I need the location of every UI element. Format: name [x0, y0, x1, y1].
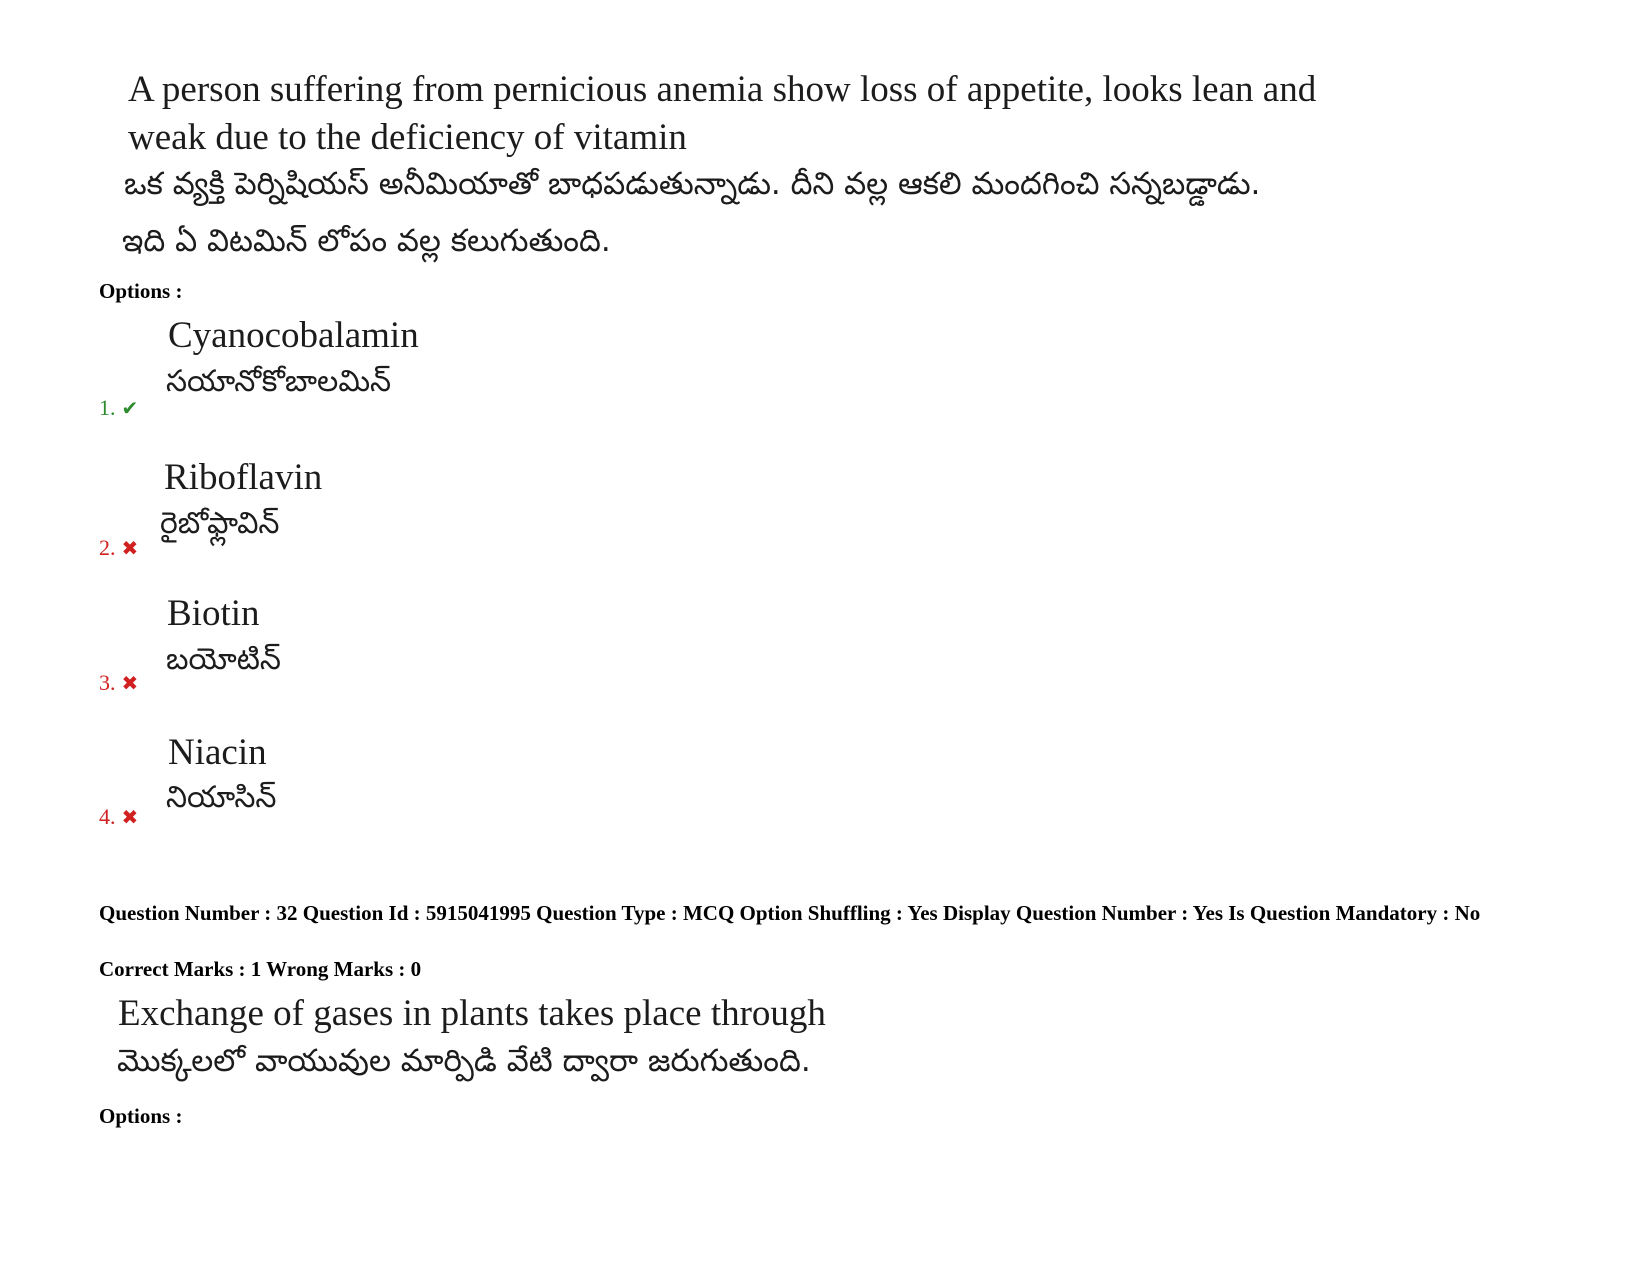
option-2-text-te: రైబోఫ్లావిన్ [160, 506, 280, 541]
option-4-text-te: నియాసిన్ [166, 780, 277, 815]
option-1-text-te: సయానోకోబాలమిన్ [166, 364, 392, 399]
question-32-text-te: మొక్కలలో వాయువుల మార్పిడి వేటి ద్వారా జరుగుతుంది. [117, 1043, 811, 1079]
question-32-text-en: Exchange of gases in plants takes place through [118, 993, 826, 1034]
option-3-number: 3. [99, 670, 116, 695]
question-marks: Correct Marks : 1 Wrong Marks : 0 [99, 957, 422, 981]
question-text-te-line1: ఒక వ్యక్తి పెర్నిషియస్ అనీమియాతో బాధపడుతున్నాడు. దీని వల్ల ఆకలి మందగించి సన్నబడ్డాడు. [124, 166, 1261, 202]
option-4-number: 4. [99, 804, 116, 829]
option-3-text-en: Biotin [167, 593, 260, 634]
question-text-te-line2: ఇది ఏ విటమిన్ లోపం వల్ల కలుగుతుంది. [122, 223, 611, 259]
option-2-text-en: Riboflavin [164, 457, 323, 498]
cross-icon: ✖ [121, 671, 139, 695]
option-1-number: 1. [99, 395, 116, 420]
option-4-marker [99, 804, 138, 830]
question-text-en-line1: A person suffering from pernicious anemia show loss of appetite, looks lean and [128, 69, 1317, 110]
option-2-marker [99, 535, 138, 561]
question-text-en-line2: weak due to the deficiency of vitamin [128, 117, 687, 158]
question-meta: Question Number : 32 Question Id : 5915041995 Question Type : MCQ Option Shuffling : Yes Display Question Number : Yes Is Question Mandatory : No [99, 901, 1481, 925]
option-3-marker [99, 670, 138, 696]
option-1-text-en: Cyanocobalamin [168, 315, 419, 356]
option-1-marker [99, 395, 138, 421]
options-label: Options : [99, 279, 183, 303]
options-label-32: Options : [99, 1104, 183, 1128]
cross-icon: ✖ [121, 536, 139, 560]
cross-icon: ✖ [121, 805, 139, 829]
option-4-text-en: Niacin [168, 732, 267, 773]
option-2-number: 2. [99, 535, 116, 560]
option-3-text-te: బయోటిన్ [166, 642, 281, 677]
check-icon: ✔ [121, 396, 139, 420]
